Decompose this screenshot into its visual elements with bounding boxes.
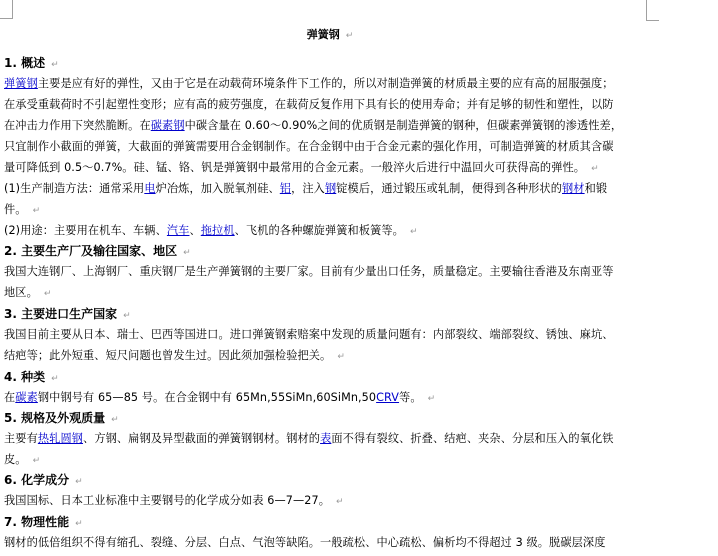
section-heading-types: 4. 种类 ↵ [4,370,59,384]
paragraph-line: 在碳素钢中钢号有 65—85 号。在合金钢中有 65Mn,55SiMn,60SiMn,50CRV等。 ↵ [4,391,436,404]
link-tractor[interactable]: 拖拉机 [200,224,235,237]
section-heading-producers: 2. 主要生产厂及输往国家、地区 ↵ [4,244,191,258]
paragraph-line: 在冲击力作用下突然脆断。在碳素钢中碳含量在 0.60～0.90%之间的优质钢是制造弹簧的钢种，但碳素弹簧钢的渗透性差， [4,119,623,132]
margin-corner-mark-right [646,0,659,21]
link-steel[interactable]: 钢 [324,182,337,195]
paragraph-line: (1)生产制造方法：通常采用电炉冶炼，加入脱氧剂硅、铝，注入钢锭模后，通过锻压或轧制，便得到各种形状的钢材和锻 [4,182,608,195]
paragraph-line: 只宜制作小截面的弹簧，大截面的弹簧需要用合金钢制作。在合金钢中由于合金元素的强化作用，可制造弹簧的材质其含碳 [4,140,614,153]
paragraph-line: 地区。 ↵ [4,286,52,299]
paragraph-line: 量可降低到 0.5～0.7%。硅、锰、铬、钒是弹簧钢中最常用的合金元素。一般淬火后进行中温回火可获得高的弹性。 ↵ [4,161,599,174]
paragraph-mark: ↵ [111,415,119,425]
section-heading-overview: 1. 概述 ↵ [4,56,59,70]
section-heading-physical-properties: 7. 物理性能 ↵ [4,515,83,529]
paragraph-mark: ↵ [427,394,436,404]
paragraph-mark: ↵ [345,31,354,41]
link-crv[interactable]: CRV [376,391,400,404]
paragraph-line: 在承受重载荷时不引起塑性变形；应有高的疲劳强度，在载荷反复作用下具有长的使用寿命；并有足够的韧性和塑性，以防 [4,98,614,111]
paragraph-line: 钢材的低倍组织不得有缩孔、裂缝、分层、白点、气泡等缺陷。一般疏松、中心疏松、偏析均不得超过 3 级。脱碳层深度 [4,536,606,549]
paragraph-line: 弹簧钢主要是应有好的弹性，又由于它是在动载荷环境条件下工作的，所以对制造弹簧的材质最主要的应有高的屈服强度； [4,77,614,90]
link-automobile[interactable]: 汽车 [166,224,190,237]
paragraph-mark: ↵ [75,477,83,487]
paragraph-line: (2)用途：主要用在机车、车辆、汽车、拖拉机、飞机的各种螺旋弹簧和板簧等。 ↵ [4,224,418,237]
link-hot-rolled-round-steel[interactable]: 热轧圆钢 [37,432,84,445]
section-heading-chemical-composition: 6. 化学成分 ↵ [4,473,83,487]
link-aluminium[interactable]: 铝 [279,182,292,195]
link-electric[interactable]: 电 [144,182,156,195]
paragraph-line: 我国大连钢厂、上海钢厂、重庆钢厂是生产弹簧钢的主要厂家。目前有少量出口任务，质量稳定。主要输往香港及东南亚等 [4,265,614,278]
paragraph-mark: ↵ [336,497,344,507]
link-surface[interactable]: 表 [320,432,332,445]
paragraph-mark: ↵ [337,352,345,362]
paragraph-line: 件。 ↵ [4,203,41,216]
paragraph-mark: ↵ [183,248,191,258]
paragraph-mark: ↵ [51,60,59,70]
section-heading-import-countries: 3. 主要进口生产国家 ↵ [4,307,131,321]
link-spring-steel[interactable]: 弹簧钢 [4,77,38,90]
paragraph-mark: ↵ [32,206,41,216]
paragraph-mark: ↵ [32,456,41,466]
document-title: 弹簧钢 ↵ [306,28,354,41]
link-carbon[interactable]: 碳素 [15,391,38,404]
paragraph-mark: ↵ [51,374,59,384]
paragraph-mark: ↵ [43,289,52,299]
paragraph-line: 我国目前主要从日本、瑞士、巴西等国进口。进口弹簧钢索赔案中发现的质量问题有：内部裂纹、端部裂纹、锈蚀、麻坑、 [4,328,614,341]
section-heading-specifications: 5. 规格及外观质量 ↵ [4,411,119,425]
paragraph-mark: ↵ [591,164,599,174]
paragraph-mark: ↵ [75,519,83,529]
link-carbon-steel[interactable]: 碳素钢 [150,119,185,132]
paragraph-line: 皮。 ↵ [4,453,41,466]
paragraph-line: 主要有热轧圆钢、方钢、扁钢及异型截面的弹簧钢钢材。钢材的表面不得有裂纹、折叠、结疤、夹杂、分层和压入的氧化铁 [4,432,614,445]
paragraph-line: 我国国标、日本工业标准中主要钢号的化学成分如表 6—7—27。 ↵ [4,494,344,507]
paragraph-line: 结疤等；此外短重、短尺问题也曾发生过。因此须加强检验把关。 ↵ [4,349,345,362]
paragraph-mark: ↵ [123,311,131,321]
paragraph-mark: ↵ [409,227,418,237]
link-steel-products[interactable]: 钢材 [562,182,585,195]
margin-corner-mark-left [0,0,13,19]
